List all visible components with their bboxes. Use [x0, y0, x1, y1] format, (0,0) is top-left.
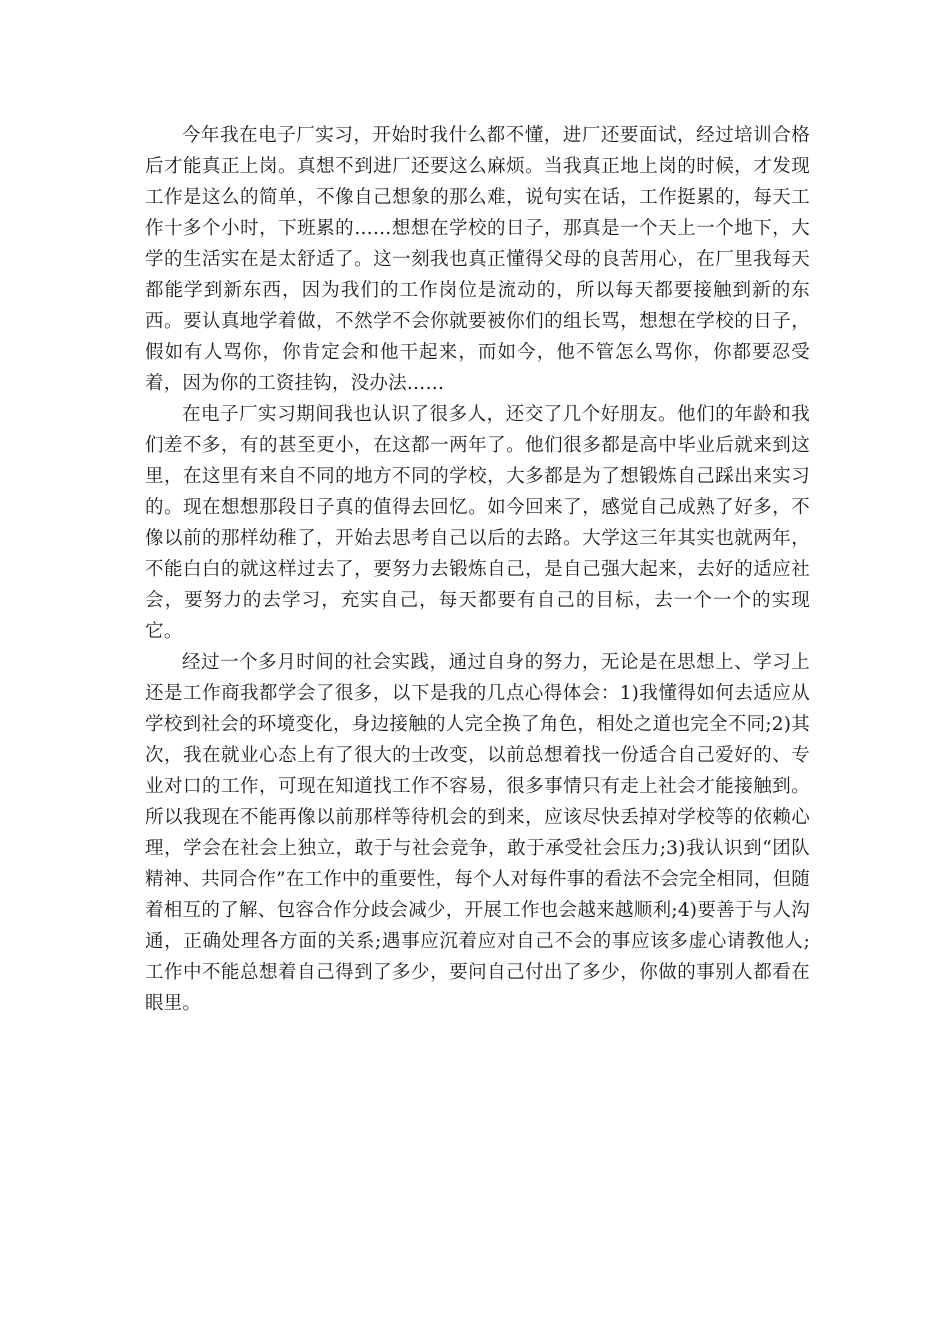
paragraph-friends-and-reflection: 在电子厂实习期间我也认识了很多人，还交了几个好朋友。他们的年龄和我们差不多，有的甚至更小，在这都一两年了。他们很多都是高中毕业后就来到这里，在这里有来自不同的地方不同的学校，大多都是为了想锻炼自己踩出来实习的。现在想想那段日子真的值得去回忆。如今回来了，感觉自己成熟了好多，不像以前的那样幼稚了，开始去思考自己以后的去路。大学这三年其实也就两年，不能白白的就这样过去了，要努力去锻炼自己，是自己强大起来，去好的适应社会，要努力的去学习，充实自己，每天都要有自己的目标，去一个一个的实现它。 — [145, 404, 810, 642]
document-page — [145, 120, 810, 1019]
paragraph-lessons-learned: 经过一个多月时间的社会实践，通过自身的努力，无论是在思想上、学习上还是工作商我都学会了很多，以下是我的几点心得体会：1)我懂得如何去适应从学校到社会的环境变化，身边接触的人完全换了角色，相处之道也完全不同;2)其次，我在就业心态上有了很大的士改变，以前总想着找一份适合自己爱好的、专业对口的工作，可现在知道找工作不容易，很多事情只有走上社会才能接触到。所以我现在不能再像以前那样等待机会的到来，应该尽快丢掉对学校等的依赖心理，学会在社会上独立，敢于与社会竞争，敢于承受社会压力;3)我认识到“团队精神、共同合作”在工作中的重要性，每个人对每件事的看法不会完全相同，但随着相互的了解、包容合作分歧会减少，开展工作也会越来越顺利;4)要善于与人沟通，正确处理各方面的关系;遇事应沉着应对自己不会的事应该多虚心请教他人;工作中不能总想着自己得到了多少，要问自己付出了多少，你做的事别人都看在眼里。 — [145, 652, 810, 1014]
paragraph-internship-experience: 今年我在电子厂实习，开始时我什么都不懂，进厂还要面试，经过培训合格后才能真正上岗。真想不到进厂还要这么麻烦。当我真正地上岗的时候，才发现工作是这么的简单，不像自己想象的那么难，说句实在话，工作挺累的，每天工作十多个小时，下班累的……想想在学校的日子，那真是一个天上一个地下，大学的生活实在是太舒适了。这一刻我也真正懂得父母的良苦用心，在厂里我每天都能学到新东西，因为我们的工作岗位是流动的，所以每天都要接触到新的东西。要认真地学着做，不然学不会你就要被你们的组长骂，想想在学校的日子，假如有人骂你，你肯定会和他干起来，而如今，他不管怎么骂你，你都要忍受着，因为你的工资挂钩，没办法…… — [145, 125, 810, 394]
